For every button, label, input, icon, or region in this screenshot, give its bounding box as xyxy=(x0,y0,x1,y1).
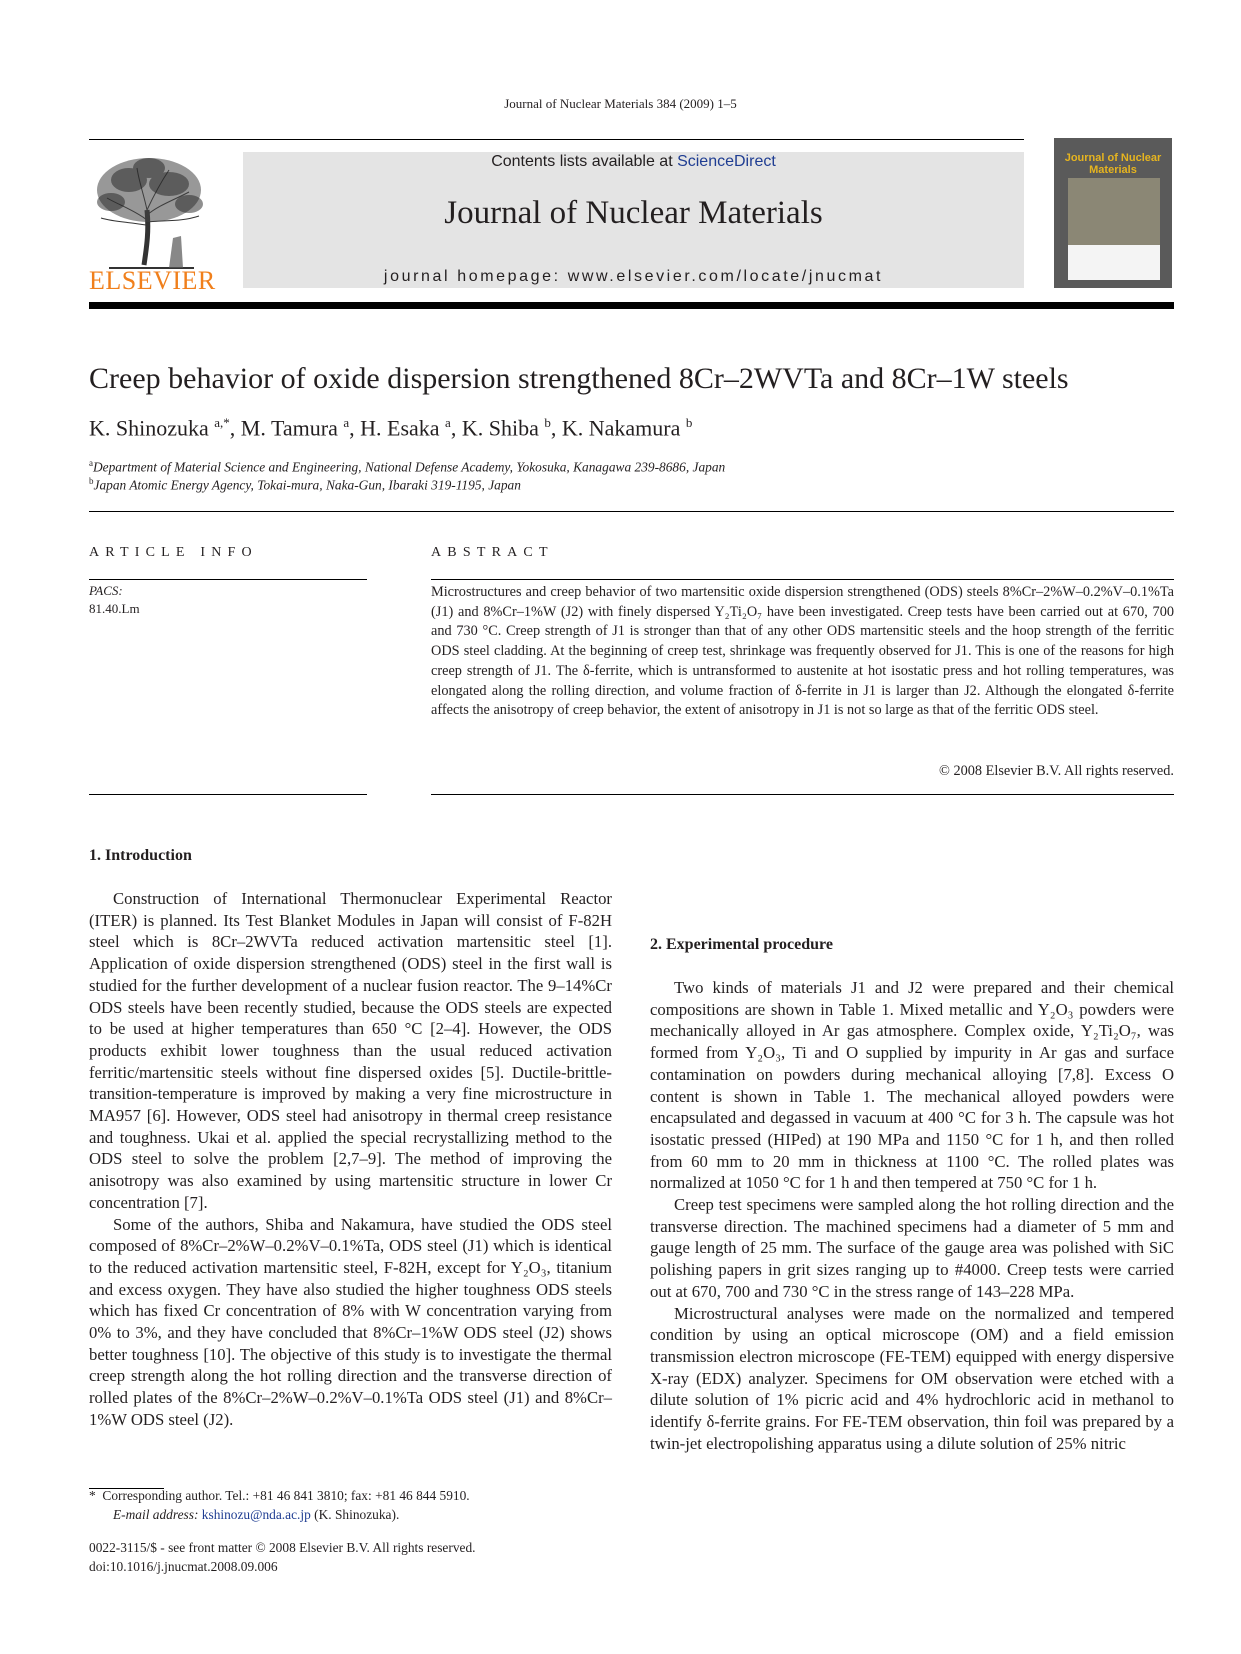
running-head: Journal of Nuclear Materials 384 (2009) 1–5 xyxy=(504,96,737,111)
author-affil-mark[interactable]: b xyxy=(685,415,693,430)
title-block-rule xyxy=(89,511,1174,512)
affiliation-text: Japan Atomic Energy Agency, Tokai-mura, Naka-Gun, Ibaraki 319-1195, Japan xyxy=(93,477,521,493)
author-name: M. Tamura xyxy=(240,415,338,441)
footnote-contact: Corresponding author. Tel.: +81 46 841 3810; fax: +81 46 844 5910. xyxy=(102,1488,470,1503)
paragraph: Microstructural analyses were made on the normalized and tempered condition by using an optical microscope (OM) and a field emission transmission electron microscope (FE-TEM) equipped with energy dispersive X-ray (EDX) analyzer. Specimens for OM observation were etched with a dilute solution of 1% picric acid and 4% hydrochloric acid in methanol to identify δ-ferrite grains. For FE-TEM observation, thin foil was prepared by a twin-jet electropolishing apparatus using a dilute solution of 25% nitric xyxy=(650,1303,1174,1453)
sciencedirect-link[interactable]: ScienceDirect xyxy=(677,153,776,170)
article-info-rule xyxy=(89,579,367,580)
elsevier-wordmark: ELSEVIER xyxy=(89,266,216,295)
affiliation-b xyxy=(89,476,1179,493)
footnote-marker: * xyxy=(89,1488,96,1503)
author-affil-mark[interactable]: b xyxy=(544,415,551,430)
email-link[interactable]: kshinozu@nda.ac.jp xyxy=(201,1506,311,1522)
author-name: K. Shiba xyxy=(461,415,539,441)
page-footer xyxy=(89,1539,609,1576)
journal-title: Journal of Nuclear Materials xyxy=(444,195,823,231)
section-2-heading: 2. Experimental procedure xyxy=(650,936,833,953)
paragraph: Some of the authors, Shiba and Nakamura, have studied the ODS steel composed of 8%Cr–2%W–0.2%V–0.1%Ta, ODS steel (J1) which is identical to the reduced activation martensitic steel, F-82H, except for Y₂O₃, titanium and excess oxygen. They have also studied the higher toughness ODS steels which has fixed Cr concentration of 8% with W concentration varying from 0% to 3%, and they have concluded that 8%Cr–1%W ODS steel (J2) shows better toughness [10]. The objective of this study is to investigate the thermal creep strength along the hot rolling direction and the transverse direction of rolled plates of the 8%Cr–2%W–0.2%V–0.1%Ta ODS steel (J1) and 8%Cr–1%W ODS steel (J2). xyxy=(89,1214,612,1429)
author-list: K. Shinozuka $^{a,*}$, M. Tamura $^a$, H. Esaka $^a$, K. Shiba $^b$, K. Nakamura $^b$ xyxy=(89,415,693,441)
article-info-heading: ARTICLE INFO xyxy=(89,545,258,560)
abstract-text: Microstructures and creep behavior of two martensitic oxide dispersion strengthened (ODS) steels 8%Cr–2%W–0.2%V–0.1%Ta (J1) and 8%Cr–1%W (J2) with finely dispersed Y₂Ti₂O₇ have been investigated. Creep tests have been carried out at 670, 700 and 730 °C. Creep strength of J1 is stronger than that of any other ODS martensitic steels and the hoop strength of the ferritic ODS steel cladding. At the beginning of creep test, shrinkage was frequently observed for J1. This is one of the reasons for high creep strength of J1. The δ-ferrite, which is untransformed to austenite at hot isostatic press and hot rolling temperatures, was elongated along the rolling direction, and volume fraction of δ-ferrite in J1 is larger than J2. Although the elongated δ-ferrite affects the anisotropy of creep behavior, the extent of anisotropy in J1 is not so large as that of the ferritic ODS steel. xyxy=(431,584,1174,719)
author-affil-mark[interactable]: a xyxy=(445,415,451,430)
contents-prefix: Contents lists available at xyxy=(491,153,678,170)
paragraph: Creep test specimens were sampled along the hot rolling direction and the transverse direction. The machined specimens had a diameter of 5 mm and gauge length of 25 mm. The surface of the gauge area was polished with SiC polishing papers in grit sizes ranging up to #4000. Creep tests were carried out at 670, 700 and 730 °C in the stress range of 143–228 MPa. xyxy=(650,1195,1174,1301)
abstract-bottom-rule xyxy=(431,794,1174,795)
author-affil-mark[interactable]: a,* xyxy=(214,415,230,430)
cover-title: Journal of Nuclear Materials xyxy=(1064,152,1162,176)
email-label: E-mail address: xyxy=(113,1506,199,1522)
author-affil-mark[interactable]: a xyxy=(343,415,350,430)
cover-lower-panel xyxy=(1068,245,1160,280)
pacs-label: PACS: xyxy=(89,583,123,598)
doi-line[interactable]: doi:10.1016/j.jnucmat.2008.09.006 xyxy=(89,1558,278,1574)
author-name: K. Nakamura xyxy=(561,415,681,441)
issn-line: 0022-3115/$ - see front matter © 2008 Elsevier B.V. All rights reserved. xyxy=(89,1540,476,1555)
affiliation-mark: b xyxy=(89,476,94,486)
header-top-rule xyxy=(89,139,1024,140)
affiliation-text: Department of Material Science and Engineering, National Defense Academy, Yokosuka, Kanagawa 239-8686, Japan xyxy=(93,459,726,475)
email-suffix: (K. Shinozuka). xyxy=(310,1506,400,1522)
footnote-email-line xyxy=(89,1506,609,1525)
article-title: Creep behavior of oxide dispersion strengthened 8Cr–2WVTa and 8Cr–1W steels xyxy=(89,362,1069,395)
pacs-value: 81.40.Lm xyxy=(89,601,140,616)
abstract-copyright: © 2008 Elsevier B.V. All rights reserved. xyxy=(939,763,1174,779)
article-info-bottom-rule xyxy=(89,794,367,795)
affiliation-mark: a xyxy=(89,458,93,468)
corresponding-author-footnote xyxy=(89,1487,609,1524)
footnote-line xyxy=(89,1487,609,1506)
journal-homepage[interactable]: journal homepage: www.elsevier.com/locate/jnucmat xyxy=(383,268,884,285)
cover-image xyxy=(1068,178,1160,245)
author-name: H. Esaka xyxy=(360,415,440,441)
affiliation-a xyxy=(89,458,1179,475)
paragraph: Two kinds of materials J1 and J2 were prepared and their chemical compositions are shown in Table 1. Mixed metallic and Y₂O₃ powders were mechanically alloyed in Ar gas atmosphere. Complex oxide, Y₂Ti₂O₇, was formed from Y₂O₃, Ti and O supplied by impurity in Ar gas and surface contamination on powders during mechanical alloying [7,8]. Excess O content is shown in Table 1. The mechanical alloyed powders were encapsulated and degassed in vacuum at 400 °C for 3 h. The capsule was hot isostatic pressed (HIPed) at 190 MPa and 1150 °C for 1 h, and then rolled from 60 mm to 20 mm in thickness at 1100 °C. The rolled plates was normalized at 1050 °C for 1 h and then tempered at 750 °C for 1 h. xyxy=(650,978,1174,1193)
right-column xyxy=(650,977,1174,1454)
author-name: K. Shinozuka xyxy=(89,415,209,441)
left-column xyxy=(89,888,612,1431)
contents-line xyxy=(243,152,1024,172)
abstract-heading: ABSTRACT xyxy=(431,545,554,560)
paragraph: Construction of International Thermonuclear Experimental Reactor (ITER) is planned. Its Test Blanket Modules in Japan will consist of F-82H steel which is 8Cr–2WVTa reduced activation martensitic steel [1]. Application of oxide dispersion strengthened (ODS) steel in the first wall is studied for the further development of a nuclear fusion reactor. The 9–14%Cr ODS steels have been recently studied, because the ODS steels are expected to be used at higher temperatures than 650 °C [2–4]. However, the ODS products exhibit lower toughness than the usual reduced activation ferritic/martensitic steels without fine dispersed oxides [5]. Ductile-brittle-transition-temperature is improved by making a very fine microstructure in MA957 [6]. However, ODS steel had anisotropy in thermal creep resistance and toughness. Ukai et al. applied the special recrystallizing method to the ODS steel to solve the problem [2,7–9]. The method of improving the anisotropy was also examined by using martensitic structure in lower Cr concentration [7]. xyxy=(89,889,612,1212)
abstract-rule xyxy=(431,579,1174,580)
header-thick-rule xyxy=(89,302,1174,309)
section-1-heading: 1. Introduction xyxy=(89,847,192,864)
